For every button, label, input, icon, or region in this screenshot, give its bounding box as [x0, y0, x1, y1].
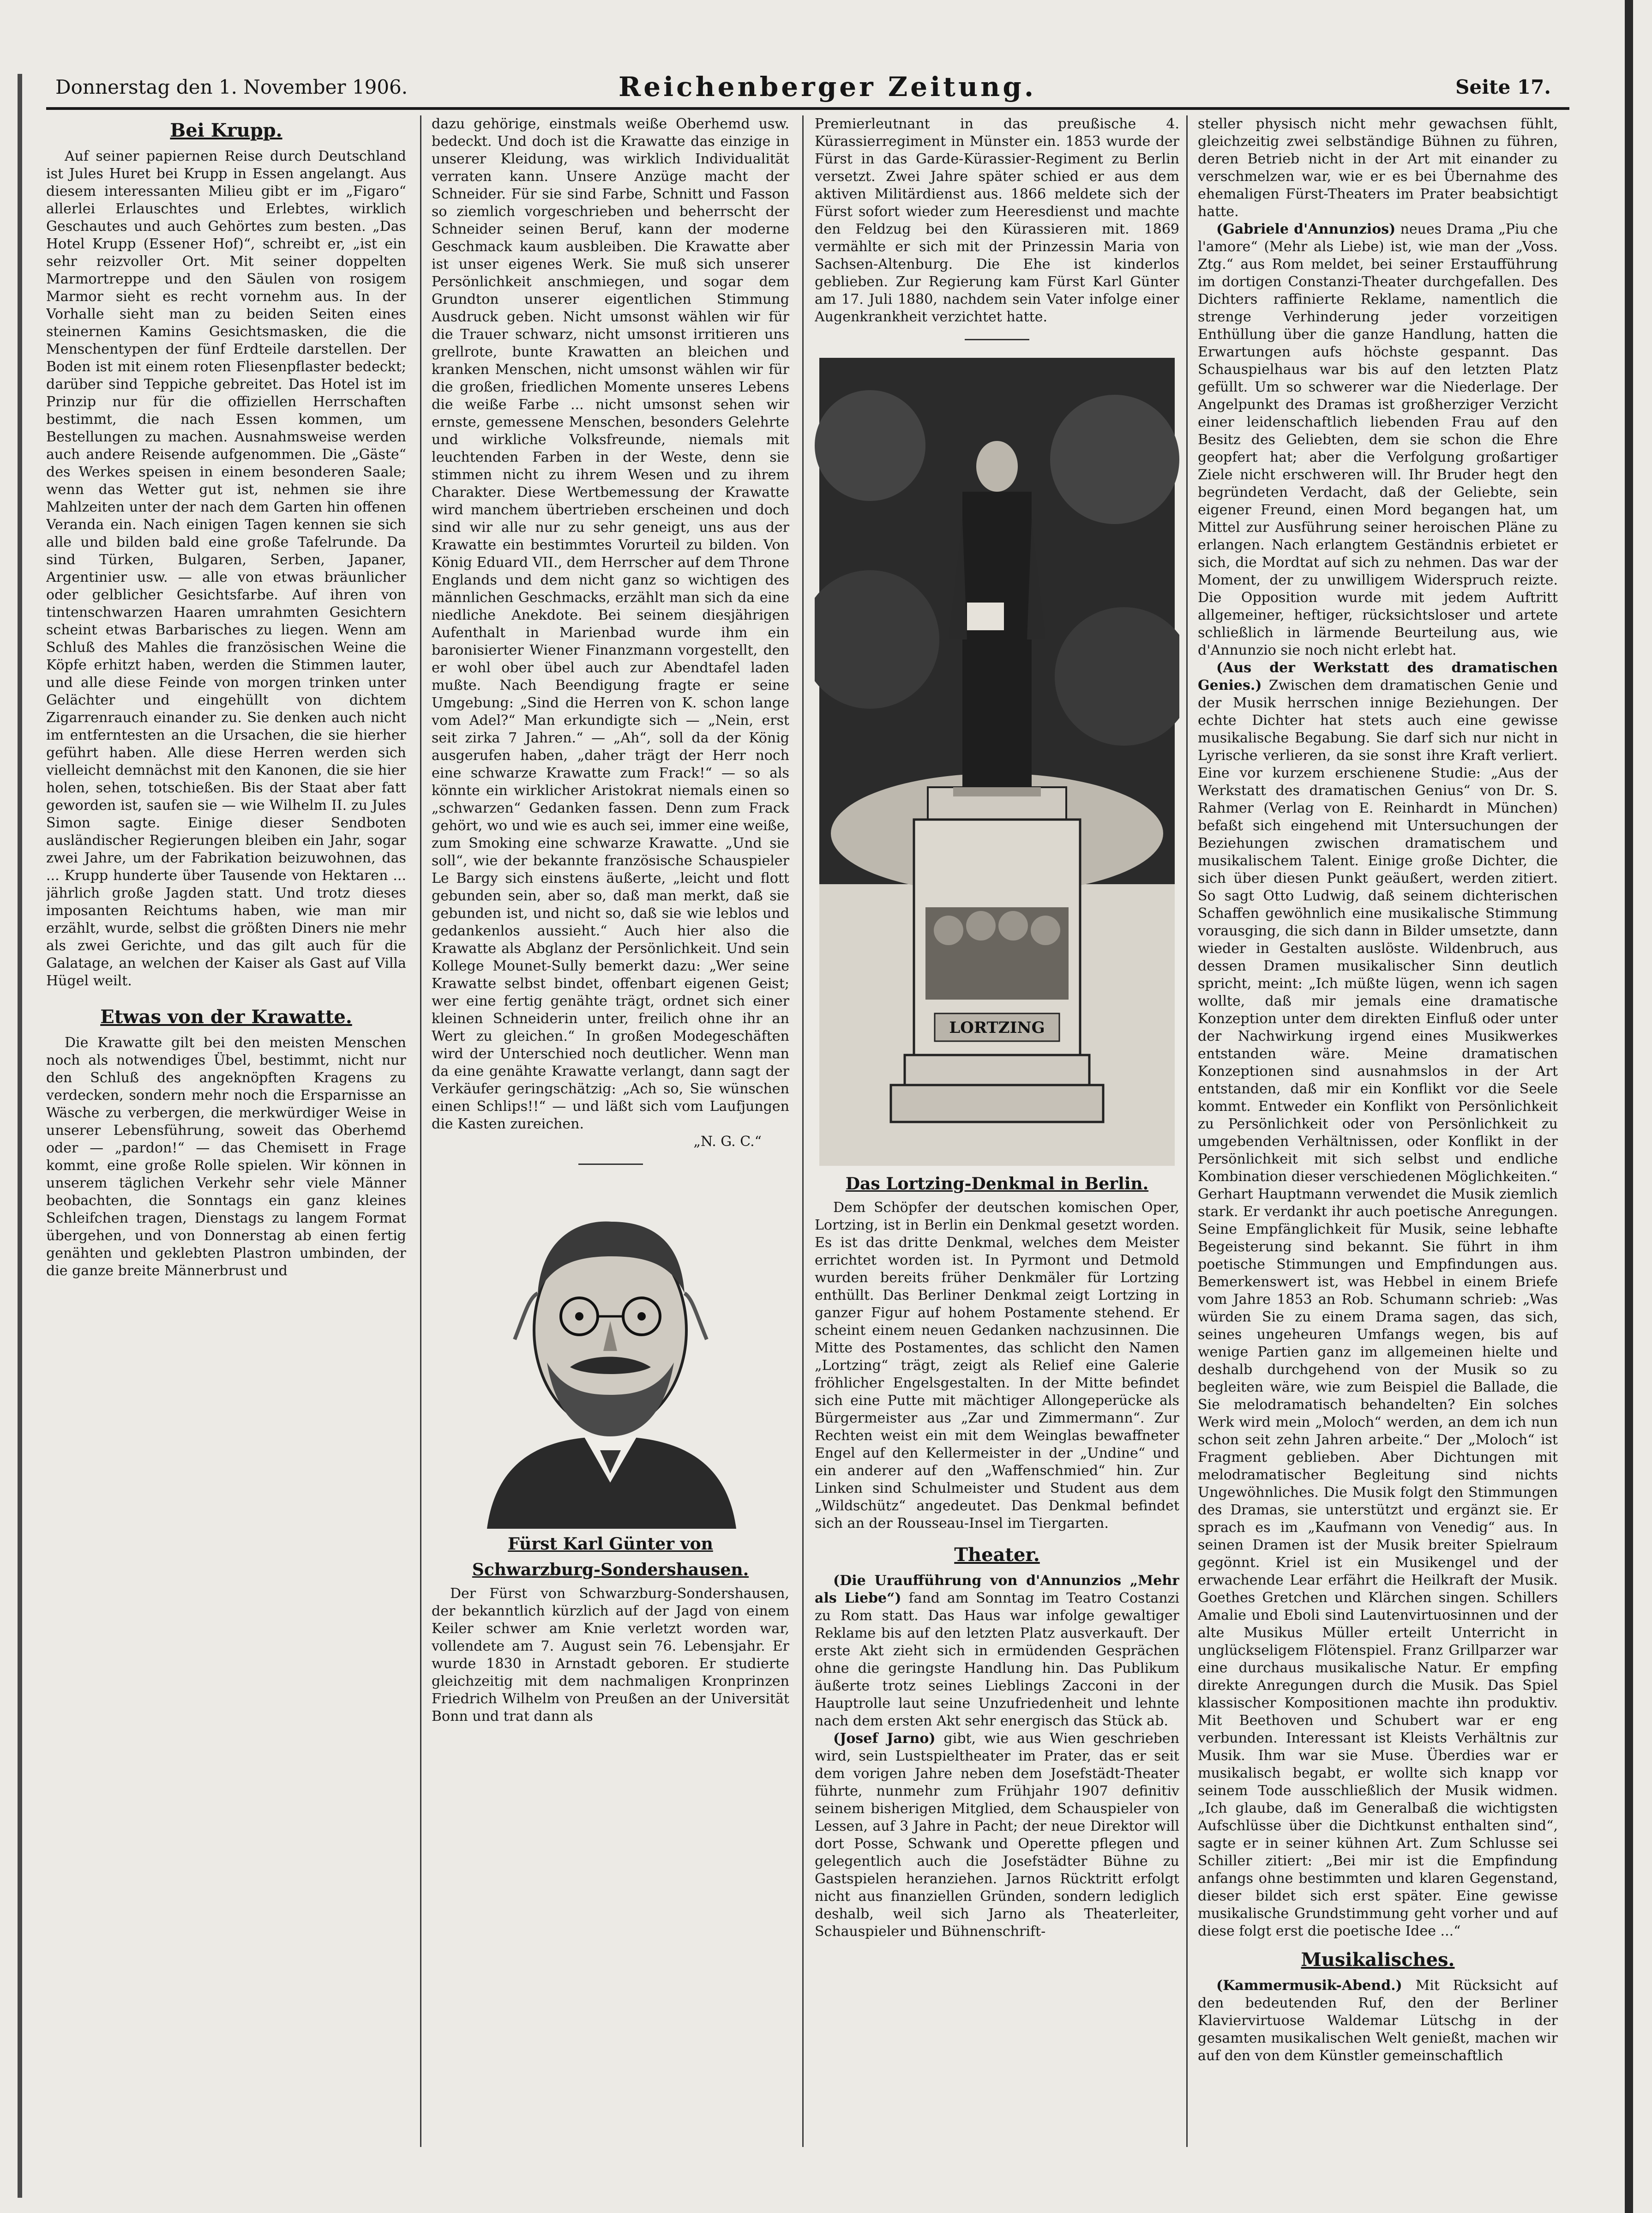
article-lead-jarno: (Josef Jarno) — [833, 1731, 936, 1747]
article-body-guenther-cont: Premierleutnant in das preußische 4. Kürassierregiment in Münster ein. 1853 wurde der Fürst in das Garde-Kürassier-Regiment zu Berlin versetzt. Zwei Jahre später schied er aus dem aktiven Militärdienst aus. 1866 meldete sich der Fürst sofort wieder zum Heeresdienst und machte den Feldzug bei den Kürassieren mit. 1869 vermählte er sich mit der Prinzessin Maria von Sachsen-Altenburg. Die Ehe ist kinderlos geblieben. Zur Regierung kam Fürst Karl Günter am 17. Juli 1880, nachdem sein Vater infolge einer Augenkrankheit verzichtet hatte. — [815, 116, 1179, 325]
column-2 — [432, 115, 789, 2193]
column-separator — [420, 115, 421, 2147]
section-title-theater: Theater. — [954, 1544, 1040, 1566]
article-body-guenther: Der Fürst von Schwarzburg-Sondershausen, der bekanntlich kürzlich auf der Jagd von einem Keiler schwer am Knie verletzt worden war, vollendete am 7. August sein 76. Lebensjahr. Er wurde 1830 in Arnstadt geboren. Er studierte gleichzeitig mit dem nachmaligen Kronprinzen Friedrich Wilhelm von Preußen an der Universität Bonn und trat dann als — [432, 1586, 789, 1725]
svg-text:LORTZING: LORTZING — [949, 1019, 1045, 1037]
column-separator — [1186, 115, 1188, 2147]
monument-engraving — [815, 353, 1179, 1170]
article-lead-werkstatt: (Aus der Werkstatt des dramatischen Genies.) — [1198, 660, 1558, 693]
section-divider — [578, 1164, 643, 1165]
scan-edge-right — [1625, 0, 1633, 2213]
header-rule — [46, 107, 1569, 110]
article-body-jarno: gibt, wie aus Wien geschrieben wird, sein Lustspieltheater im Prater, das er seit dem vorigen Jahre neben dem Josefstädt-Theater führte, nunmehr zum Frühjahr 1907 definitiv seinem bisherigen Mitglied, dem Schauspieler von Lessen, auf 3 Jahre in Pacht; der neue Direktor will dort Posse, Schwank und Operette pflegen und gelegentlich auch die Josefstädter Bühne zu Gastspielen heranziehen. Jarnos Rücktritt erfolgt nicht aus finanziellen Gründen, sondern lediglich deshalb, weil sich Jarno als Theaterleiter, Schauspieler und Bühnenschrift- — [815, 1731, 1179, 1940]
section-title-musik: Musikalisches. — [1301, 1949, 1455, 1971]
article-body-gabriele: neues Drama „Piu che l'amore“ (Mehr als Liebe) ist, wie man der „Voss. Ztg.“ aus Rom meldet, bei seiner Erstaufführung im dortigen Constanzi-Theater durchgefallen. Des Dichters raffinierte Reklame, namentlich die strenge Verhinderung jeder vorzeitigen Enthüllung über die ganze Handlung, hatten die Erwartungen aufs höchste gespannt. Das Schauspielhaus war bis auf den letzten Platz gefüllt. Um so schwerer war die Niederlage. Der Angelpunkt des Dramas ist großherziger Verzicht einer leidenschaftlich liebenden Frau auf den Besitz des Geliebten, dem sie schon die Ehre geopfert hat; aber die Verfolgung großartiger Ziele nicht erschweren will. Ihr Bruder hegt den begründeten Verdacht, daß der Geliebte, sein eigener Freund, einen Mord begangen hat, um Mittel zur Ausführung seiner heroischen Pläne zu erlangen. Nach erlangtem Geständnis erbietet er sich, die Mordtat auf sich zu nehmen. Das war der Moment, der zu unwilligem Widerspruch reizte. Die Opposition wurde mit jedem Auftritt allgemeiner, heftiger, rücksichtsloser und artete schließlich in lärmende Beurteilung aus, wie d'Annunzio sie noch nicht erlebt hat. — [1198, 221, 1558, 658]
article-body-kammer: Mit Rücksicht auf den bedeutenden Ruf, den der Berliner Klaviervirtuose Waldemar Lütschg in der gesamten musikalischen Welt genießt, machen wir auf den von dem Künstler gemeinschaftlich — [1198, 1978, 1558, 2064]
column-3 — [815, 115, 1179, 2193]
article-lead-kammer: (Kammermusik-Abend.) — [1216, 1978, 1402, 1994]
article-body-annunzio: fand am Sonntag im Teatro Costanzi zu Rom statt. Das Haus war infolge gewaltiger Reklame bis auf den letzten Platz ausverkauft. Der erste Akt zieht sich in ermüdenden Gesprächen ohne die geringste Handlung hin. Das Publikum äußerte trotz seines Lieblings Zacconi in der Hauptrolle laut seine Unzufriedenheit und lehnte nach dem ersten Akt sehr energisch das Stück ab. — [815, 1590, 1179, 1729]
column-separator — [802, 115, 804, 2147]
column-4 — [1198, 115, 1558, 2193]
page-number: Seite 17. — [1455, 76, 1551, 98]
portrait-illustration — [432, 1178, 789, 1529]
illustration-caption: Das Lortzing-Denkmal in Berlin. — [845, 1174, 1149, 1194]
column-1 — [46, 115, 406, 2193]
scan-edge-left — [18, 74, 22, 2198]
article-lead-annunzio: (Die Uraufführung von d'Annunzios „Mehr als Liebe“) — [815, 1573, 1179, 1606]
article-body-jarno-cont: steller physisch nicht mehr gewachsen fühlt, gleichzeitig zwei selbständige Bühnen zu führen, deren Betrieb nicht in der Art mit einander zu verschmelzen war, wie er es bei Übernahme des ehemaligen Fürst-Theaters im Prater beabsichtigt hatte. — [1198, 116, 1558, 220]
lortzing-monument-illustration — [815, 353, 1179, 1170]
article-body-lortzing: Dem Schöpfer der deutschen komischen Oper, Lortzing, ist in Berlin ein Denkmal gesetzt worden. Es ist das dritte Denkmal, welches dem Meister errichtet worden ist. In Pyrmont und Detmold wurden bereits früher Denkmäler für Lortzing enthüllt. Das Berliner Denkmal zeigt Lortzing in ganzer Figur auf hohem Postamente stehend. Er scheint einem neuen Gedanken nachzusinnen. Die Mitte des Postamentes, das schlicht den Namen „Lortzing“ trägt, zeigt als Relief eine Galerie fröhlicher Engelsgestalten. In der Mitte befindet sich eine Putte mit mächtiger Allongeperücke als Bürgermeister aus „Zar und Zimmermann“. Zur Rechten weist ein mit dem Weinglas bewaffneter Engel auf den Kellermeister in der „Undine“ und ein anderer auf den „Waffenschmied“ hin. Zur Linken sind Schulmeister und Student aus dem „Wildschütz“ angedeutet. Das Denkmal befindet sich an der Rousseau-Insel im Tiergarten. — [815, 1200, 1179, 1532]
article-signature: „N. G. C.“ — [693, 1134, 762, 1150]
article-title-guenther-2: Schwarzburg-Sondershausen. — [472, 1560, 749, 1580]
page-header — [55, 69, 1551, 106]
article-lead-gabriele: (Gabriele d'Annunzios) — [1216, 221, 1396, 237]
article-body-werkstatt: Zwischen dem dramatischen Genie und der Musik herrschen innige Beziehungen. Der echte Dichter hat stets auch eine gewisse musikalische Begabung. Sie darf sich nur nicht in Lyrische verlieren, da sie sonst ihre Kraft verliert. Eine vor kurzem erschienene Studie: „Aus der Werkstatt des dramatischen Genius“ von Dr. S. Rahmer (Verlag von E. Reinhardt in München) befaßt sich eingehend mit Untersuchungen der Beziehungen zwischen dramatischem und musikalischem Talent. Einige große Dichter, die sich über diesen Punkt geäußert, werden zitiert. So sagt Otto Ludwig, daß seinem dichterischen Schaffen gewöhnlich eine musikalische Stimmung vorausging, die sich dann in Bilder umsetzte, dann wieder in Gestalten auslöste. Wildenbruch, aus dessen Dramen musikalischer Sinn deutlich spricht, meint: „Ich müßte lügen, wenn ich sagen wollte, daß mir jemals eine dramatische Konzeption unter dem direkten Einfluß oder unter der Nachwirkung irgend eines Musikwerkes entstanden wäre. Meine dramatischen Konzeptionen sind ausnahmslos in der Art entstanden, daß mir ein Konflikt vor die Seele kommt. Entweder ein Konflikt von Persönlichkeit zu Persönlichkeit oder von Persönlichkeit zu umgebenden Verhältnissen, oder Konflikt in der Persönlichkeit mit sich selbst und endliche Kombination dieser verschiedenen Möglichkeiten.“ Gerhart Hauptmann verwendet die Musik ziemlich stark. Er verdankt ihr auch poetische Anregungen. Seine Empfänglichkeit für Musik, seine lebhafte Begeisterung sind bekannt. Sie führt in ihm poetische Stimmungen und Empfindungen aus. Bemerkenswert ist, was Hebbel in einem Briefe vom Jahre 1853 an Rob. Schumann schrieb: „Was würden Sie zu einem Drama sagen, das sich, seines ungeheuren Umfangs wegen, bis auf wenige Partien ganz im allgemeinen hielte und deshalb durchgehend von der Musik so zu begleiten wäre, wie zum Beispiel die Ballade, die Sie melodramatisch behandelten? Ein solches Werk wird mein „Moloch“ werden, an dem ich nun schon seit zehn Jahren arbeite.“ Der „Moloch“ ist Fragment geblieben. Aber Dichtungen mit melodramatischer Begleitung sind nichts Ungewöhnliches. Die Musik folgt den Stimmungen des Dramas, sie unterstützt und ergänzt sie. Er sprach es im „Kaufmann von Venedig“ aus. In seinen Dramen ist der Musik breiter Spielraum gegönnt. Kriel ist ein Musikengel und der erwachende Lear erfährt die Heilkraft der Musik. Goethes Gretchen und Klärchen singen. Schillers Amalie und Eboli sind Lautenvirtuosinnen und der alte Musikus Müller erteilt Unterricht in unglückseligem Flötenspiel. Franz Grillparzer war eine durchaus musikalische Natur. Er empfing direkte Anregungen durch die Musik. Das Spiel klassischer Kompositionen machte ihn produktiv. Mit Beethoven und Schubert war er eng verbunden. Interessant ist Kleists Verhältnis zur Musik. Ihm war sie Muse. Überdies war er musikalisch begabt, er wollte sich knapp vor seinem Tode ausschließlich der Musik widmen. „Ich glaube, daß im Generalbaß die wichtigsten Aufschlüsse über die Dichtkunst enthalten sind“, sagte er in seiner kühnen Art. Zum Schlusse sei Schiller zitiert: „Bei mir ist die Empfindung anfangs ohne bestimmten und klaren Gegenstand, dieser bildet sich erst später. Eine gewisse musikalische Grundstimmung geht vorher und auf diese folgt erst die poetische Idee ...“ — [1198, 677, 1558, 1939]
section-divider — [965, 339, 1029, 340]
header-date: Donnerstag den 1. November 1906. — [55, 76, 408, 98]
article-body-krupp: Auf seiner papiernen Reise durch Deutschland ist Jules Huret bei Krupp in Essen angelangt. Aus diesem interessanten Milieu gibt er im „Figaro“ allerlei Erlauschtes und Erlebtes, wirklich Geschautes und auch Gehörtes zum besten. „Das Hotel Krupp (Essener Hof)“, schreibt er, „ist ein sehr reizvoller Ort. Mit seiner doppelten Marmortreppe und den Säulen von rosigem Marmor sieht es recht vornehm aus. In der Vorhalle sieht man zu beiden Seiten eines steinernen Kamins Gesichtsmasken, die die Menschentypen der fünf Erdteile darstellen. Der Boden ist mit einem roten Fliesenpflaster bedeckt; darüber sind Teppiche gebreitet. Das Hotel ist im Prinzip nur für die offiziellen Herrschaften bestimmt, die nach Essen kommen, um Bestellungen zu machen. Ausnahmsweise werden auch andere Reisende aufgenommen. Die „Gäste“ des Werkes speisen in einem besonderen Saale; wenn das Wetter gut ist, nehmen sie ihre Mahlzeiten unter der nach dem Garten hin offenen Veranda ein. Nach einigen Tagen kennen sie sich alle und bilden bald eine große Tafelrunde. Da sind Türken, Bulgaren, Serben, Japaner, Argentinier usw. — alle von etwas bräunlicher oder gelblicher Gesichtsfarbe. Auf ihren von tintenschwarzen Haaren umrahmten Gesichtern scheint etwas Barbarisches zu liegen. Wenn am Schluß des Mahles die französischen Weine die Köpfe erhitzt haben, werden die Stimmen lauter, und alle diese Feinde von morgen trinken unter Gelächter und eingehüllt von dichtem Zigarrenrauch einander zu. Sie denken auch nicht im entferntesten an die Ursachen, die sie hierher geführt haben. Alle diese Herren werden sich vielleicht demnächst mit den Kanonen, die sie hier holen, sehen, totschießen. Bis der Staat aber fatt geworden ist, saufen sie — wie Wilhelm II. zu Jules Simon sagte. Einige dieser Sendboten ausländischer Regierungen bleiben ein Jahr, sogar zwei Jahre, um der Fabrikation beizuwohnen, das ... Krupp hunderte über Tausende von Hektaren ... jährlich große Jagden statt. Und trotz dieses imposanten Reichtums haben, wie man mir erzählt, wurde, selbst die größten Diners nie mehr als zwei Gerichte, und das gilt auch für die Galatage, an welchen der Kaiser als Gast auf Villa Hügel weilt. — [46, 148, 406, 989]
article-body-krawatte-cont: dazu gehörige, einstmals weiße Oberhemd usw. bedeckt. Und doch ist die Krawatte das einzige in unserer Kleidung, was wirklich Individualität verraten kann. Unsere Anzüge macht der Schneider. Für sie sind Farbe, Schnitt und Fasson so ziemlich vorgeschrieben und beherrscht der Schneider seinen Beruf, kann der moderne Geschmack kaum ausbleiben. Die Krawatte aber ist unser eigenes Werk. Sie muß sich unserer Persönlichkeit anschmiegen, und sogar dem Grundton unserer eigentlichen Stimmung Ausdruck geben. Nicht umsonst wählen wir für die Trauer schwarz, nicht umsonst irritieren uns grellrote, bunte Krawatten an bleichen und kranken Menschen, nicht umsonst wählen wir für die großen, friedlichen Momente unseres Lebens die weiße Farbe ... nicht umsonst sehen wir ernste, gemessene Menschen, besonders Gelehrte und wirkliche Volksfreunde, niemals mit leuchtenden Farben in der Weste, denn sie stimmen nicht zu ihrem Wesen und zu ihrem Charakter. Diese Wertbemessung der Krawatte wird manchem übertrieben erscheinen und doch sind wir alle nur zu sehr geneigt, uns aus der Krawatte ein bestimmtes Vorurteil zu bilden. Von König Eduard VII., dem Herrscher auf dem Throne Englands und dem nicht ganz so wichtigen des männlichen Geschmacks, erzählt man sich da eine niedliche Anekdote. Bei seinem diesjährigen Aufenthalt in Marienbad wurde ihm ein baronisierter Wiener Finanzmann vorgestellt, den er wohl ober übel auch zur Abendtafel laden mußte. Nach Beendigung fragte er seine Umgebung: „Sind die Herren von K. schon lange vom Adel?“ Man erkundigte sich — „Nein, erst seit zirka 7 Jahren.“ — „Ah“, soll da der König ausgerufen haben, „daher trägt der Herr noch eine schwarze Krawatte zum Frack!“ — so als könnte ein wirklicher Aristokrat niemals einen so „schwarzen“ Gedanken fassen. Denn zum Frack gehört, wo und wie es auch sei, immer eine weiße, zum Smoking eine schwarze Krawatte. „Und sie soll“, wie der bekannte französische Schauspieler Le Bargy sich einstens äußerte, „leicht und flott gebunden sein, aber so, daß man merkt, daß sie gebunden ist, und nicht so, daß sie wie leblos und gedankenlos aussieht.“ Auch hier also die Krawatte als Abglanz der Persönlichkeit. Und sein Kollege Mounet-Sully bemerkt dazu: „Wer seine Krawatte selbst bindet, offenbart eigenen Geist; wer eine fertig genähte trägt, ordnet sich einer kleinen Schneiderin unter, freilich ohne ihr an Wert zu gleichen.“ In großen Modegeschäften wird der Unterschied noch deutlicher. Wenn man da eine genähte Krawatte verlangt, dann sagt der Verkäufer geringschätzig: „Ach so, Sie wünschen einen Schlips!!“ — und läßt sich vom Laufjungen die Kasten zureichen. — [432, 116, 789, 1132]
newspaper-title: Reichenberger Zeitung. — [619, 71, 1037, 103]
article-title-guenther-1: Fürst Karl Günter von — [508, 1534, 713, 1554]
portrait-engraving — [432, 1178, 789, 1529]
article-title-krawatte: Etwas von der Krawatte. — [100, 1006, 352, 1028]
article-title-krupp: Bei Krupp. — [170, 120, 282, 141]
article-body-krawatte: Die Krawatte gilt bei den meisten Menschen noch als notwendiges Übel, bestimmt, nicht nur den Schluß des angeknöpften Kragens zu verdecken, sondern mehr noch die Ersparnisse an Wäsche zu verbergen, die merkwürdiger Weise in unserer Lebensführung, soweit das Oberhemd oder — „pardon!“ — das Chemisett in Frage kommt, eine große Rolle spielen. Wir können in unserem täglichen Verkehr sehr viele Männer beobachten, die Sonntags ein ganz kleines Schleifchen tragen, Dienstags zu langem Format übergehen, und von Donnerstag ab einen fertig genähten und geklebten Plastron umbinden, der die ganze breite Männerbrust und — [46, 1035, 406, 1279]
